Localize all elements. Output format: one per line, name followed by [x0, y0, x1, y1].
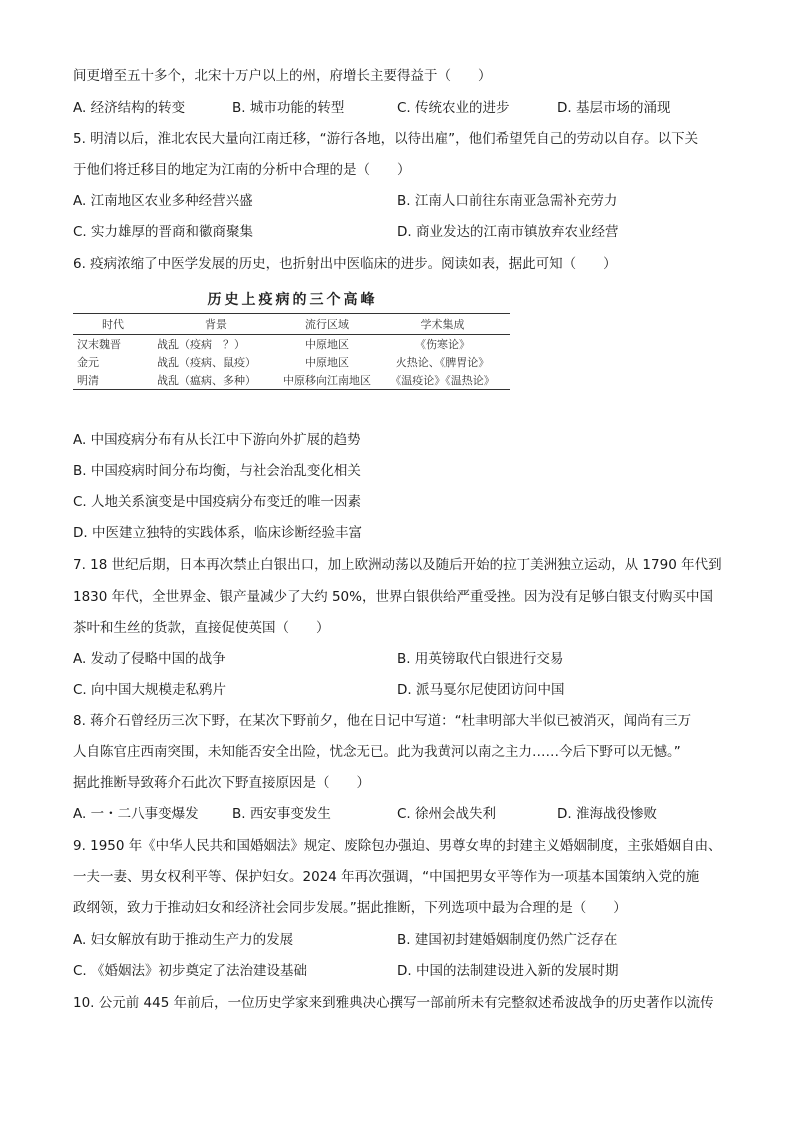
q9-stem-3: 政纲领，致力于推动妇女和经济社会同步发展。”据此推断，下列选项中最为合理的是（ ） [73, 900, 627, 916]
table-header-cell: 时代 [73, 314, 153, 335]
table-row [73, 371, 510, 390]
table-row [73, 353, 510, 371]
q9-option-a: A. 妇女解放有助于推动生产力的发展 [73, 932, 294, 948]
table-cell: 中原地区 [305, 338, 349, 351]
q5-stem-2: 于他们将迁移目的地定为江南的分析中合理的是（ ） [73, 162, 411, 178]
table-cell: 《伤寒论》 [415, 338, 470, 351]
table-cell: 战乱（疫病 ？） [157, 338, 245, 351]
q4-option-c: C. 传统农业的进步 [397, 100, 510, 116]
q8-stem-2: 人自陈官庄西南突围，未知能否安全出险，忧念无已。此为我黄河以南之主力……今后下野可以无憾。” [73, 744, 681, 760]
q7-option-a: A. 发动了侵略中国的战争 [73, 651, 226, 667]
q6-option-b: B. 中国疫病时间分布均衡，与社会治乱变化相关 [73, 463, 361, 479]
table-cell: 汉末魏晋 [77, 338, 121, 351]
table-cell: 战乱（瘟病、多种） [153, 371, 279, 390]
q4-option-b: B. 城市功能的转型 [232, 100, 345, 116]
q6-option-d: D. 中医建立独特的实践体系，临床诊断经验丰富 [73, 525, 362, 541]
q9-option-d: D. 中国的法制建设进入新的发展时期 [397, 963, 619, 979]
q8-option-a: A. 一・二八事变爆发 [73, 806, 199, 822]
q8-option-d: D. 淮海战役惨败 [557, 806, 657, 822]
q7-stem-1: 7. 18 世纪后期，日本再次禁止白银出口，加上欧洲动荡以及随后开始的拉丁美洲独立运动，从 1790 年代到 [73, 557, 722, 573]
q4-stem-tail: 间更增至五十多个，北宋十万户以上的州，府增长主要得益于（ ） [73, 68, 492, 84]
q5-option-d: D. 商业发达的江南市镇放弃农业经营 [397, 224, 619, 240]
q5-option-c: C. 实力雄厚的晋商和徽商聚集 [73, 224, 254, 240]
q8-option-b: B. 西安事变发生 [232, 806, 331, 822]
q4-option-a: A. 经济结构的转变 [73, 100, 186, 116]
q6-stem: 6. 疫病浓缩了中医学发展的历史，也折射出中医临床的进步。阅读如表，据此可知（ ） [73, 256, 617, 272]
q9-stem-2: 一夫一妻、男女权利平等、保护妇女。2024 年再次强调，“中国把男女平等作为一项基本国策纳入党的施 [73, 869, 700, 885]
q6-option-a: A. 中国疫病分布有从长江中下游向外扩展的趋势 [73, 432, 361, 448]
table-cell: 火热论、《脾胃论》 [395, 356, 490, 369]
table-header-row [73, 314, 510, 335]
q6-option-c: C. 人地关系演变是中国疫病分布变迁的唯一因素 [73, 494, 362, 510]
table-cell: 战乱（疫病、鼠疫） [157, 356, 256, 369]
table-cell: 《温疫论》《温热论》 [375, 371, 510, 390]
q7-stem-2: 1830 年代，全世界金、银产量减少了大约 50%，世界白银供给严重受挫。因为没有足够白银支付购买中国 [73, 589, 713, 605]
q9-option-b: B. 建国初封建婚姻制度仍然广泛存在 [397, 932, 618, 948]
table-cell: 中原地区 [305, 356, 349, 369]
q10-stem: 10. 公元前 445 年前后，一位历史学家来到雅典决心撰写一部前所未有完整叙述希波战争的历史著作以流传 [73, 995, 714, 1011]
table-header-cell: 背景 [153, 314, 279, 335]
table-cell: 明清 [73, 371, 153, 390]
table-cell: 中原移向江南地区 [279, 371, 375, 390]
epidemic-table [73, 313, 510, 390]
table-header-cell: 流行区域 [279, 314, 375, 335]
q7-option-d: D. 派马戛尔尼使团访问中国 [397, 682, 565, 698]
q8-stem-3: 据此推断导致蒋介石此次下野直接原因是（ ） [73, 775, 370, 791]
table-cell: 金元 [77, 356, 99, 369]
q8-option-c: C. 徐州会战失利 [397, 806, 497, 822]
q5-stem-1: 5. 明清以后，淮北农民大量向江南迁移，“游行各地，以待出雇”，他们希望凭自己的劳动以自存。以下关 [73, 131, 699, 147]
table-row [73, 335, 510, 354]
table-header-cell: 学术集成 [375, 314, 510, 335]
q7-option-c: C. 向中国大规模走私鸦片 [73, 682, 227, 698]
q7-option-b: B. 用英镑取代白银进行交易 [397, 651, 564, 667]
table-title: 历史上疫病的三个高峰 [207, 292, 378, 308]
q7-stem-3: 茶叶和生丝的货款，直接促使英国（ ） [73, 620, 330, 636]
q5-option-a: A. 江南地区农业多种经营兴盛 [73, 193, 253, 209]
q4-option-d: D. 基层市场的涌现 [557, 100, 671, 116]
q9-stem-1: 9. 1950 年《中华人民共和国婚姻法》规定、废除包办强迫、男尊女卑的封建主义婚姻制度，主张婚姻自由、 [73, 838, 722, 854]
q8-stem-1: 8. 蒋介石曾经历三次下野，在某次下野前夕，他在日记中写道：“杜聿明部大半似已被消灭，闻尚有三万 [73, 713, 692, 729]
q9-option-c: C. 《婚姻法》初步奠定了法治建设基础 [73, 963, 308, 979]
q5-option-b: B. 江南人口前往东南亚急需补充劳力 [397, 193, 618, 209]
